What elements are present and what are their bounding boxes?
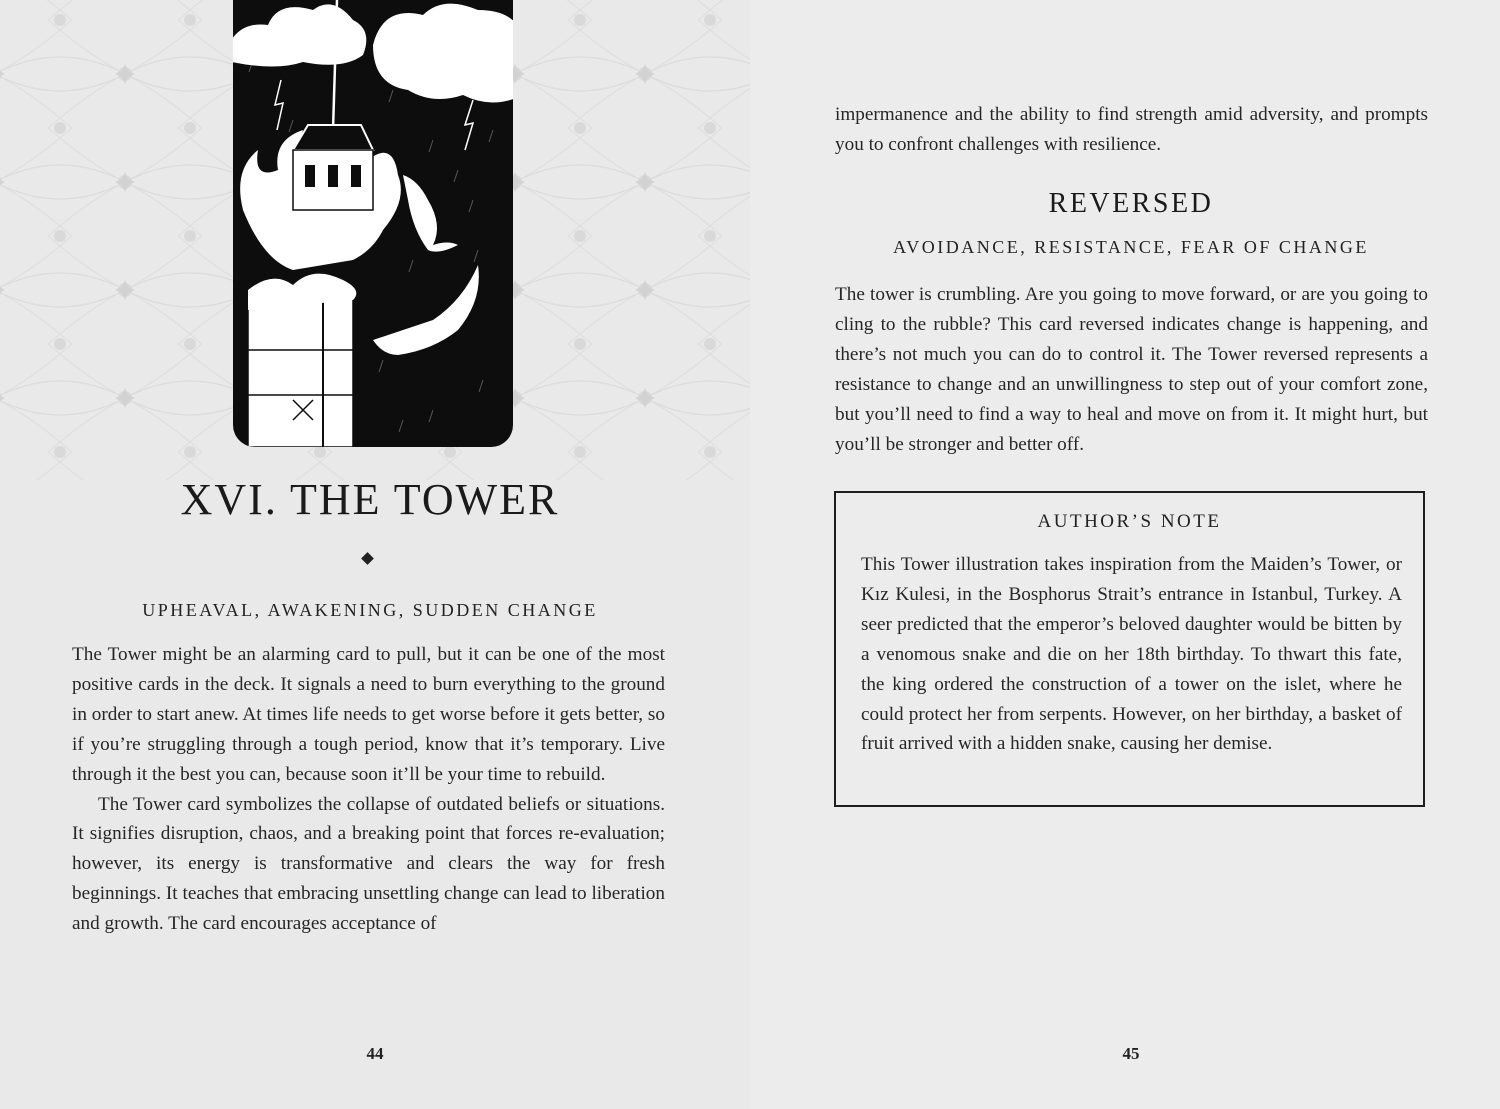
tower-card-illustration xyxy=(233,0,513,447)
page-number-left: 44 xyxy=(366,1044,384,1063)
authors-note-box xyxy=(834,491,1425,807)
authors-note-title: AUTHOR’S NOTE xyxy=(1037,511,1222,532)
right-page xyxy=(750,0,1500,1109)
upright-keywords: UPHEAVAL, AWAKENING, SUDDEN CHANGE xyxy=(142,600,598,620)
continued-text: impermanence and the ability to find strength amid adversity, and prompts you to confront challenges with resilience. xyxy=(835,104,1428,155)
reversed-keywords: AVOIDANCE, RESISTANCE, FEAR OF CHANGE xyxy=(893,237,1369,257)
authors-note-text: This Tower illustration takes inspiration from the Maiden’s Tower, or Kız Kulesi, in the Bosphorus Strait’s entrance in Istanbul, Turkey. A seer predicted that the emperor’s beloved daughter would be bitten by a venomous snake and die on her 18th birthday. To thwart this fate, the king ordered the construction of a tower on the islet, where he could protect her from serpents. However, on her birthday, a basket of fruit arrived with a hidden snake, causing her demise. xyxy=(861,554,1402,755)
diamond-ornament-icon xyxy=(361,552,374,565)
reversed-description: The tower is crumbling. Are you going to move forward, or are you going to cling to the rubble? This card reversed indicates change is happening, and there’s not much you can do to control it. The Tower reversed represents a resistance to change and an unwillingness to step out of your comfort zone, but you’ll need to find a way to heal and move on from it. It might hurt, but you’ll be stronger and better off. xyxy=(835,284,1428,455)
paragraph-1: The Tower might be an alarming card to pull, but it can be one of the most positive cards in the deck. It signals a need to burn everything to the ground in order to start anew. At times life needs to get worse before it gets better, so if you’re struggling through a tough period, know that it’s temporary. Live through it the best you can, because soon it’ll be your time to rebuild. xyxy=(72,644,665,785)
page-number-right: 45 xyxy=(1122,1044,1140,1063)
upright-description xyxy=(72,640,665,939)
paragraph-2: The Tower card symbolizes the collapse of outdated beliefs or situations. It signifies disruption, chaos, and a breaking point that forces re-evaluation; however, its energy is transformative and clears the way for fresh beginnings. It teaches that embracing unsettling change can lead to liberation and growth. The card encourages acceptance of xyxy=(72,793,665,935)
reversed-heading: REVERSED xyxy=(1048,188,1214,219)
card-title: XVI. THE TOWER xyxy=(180,475,560,524)
